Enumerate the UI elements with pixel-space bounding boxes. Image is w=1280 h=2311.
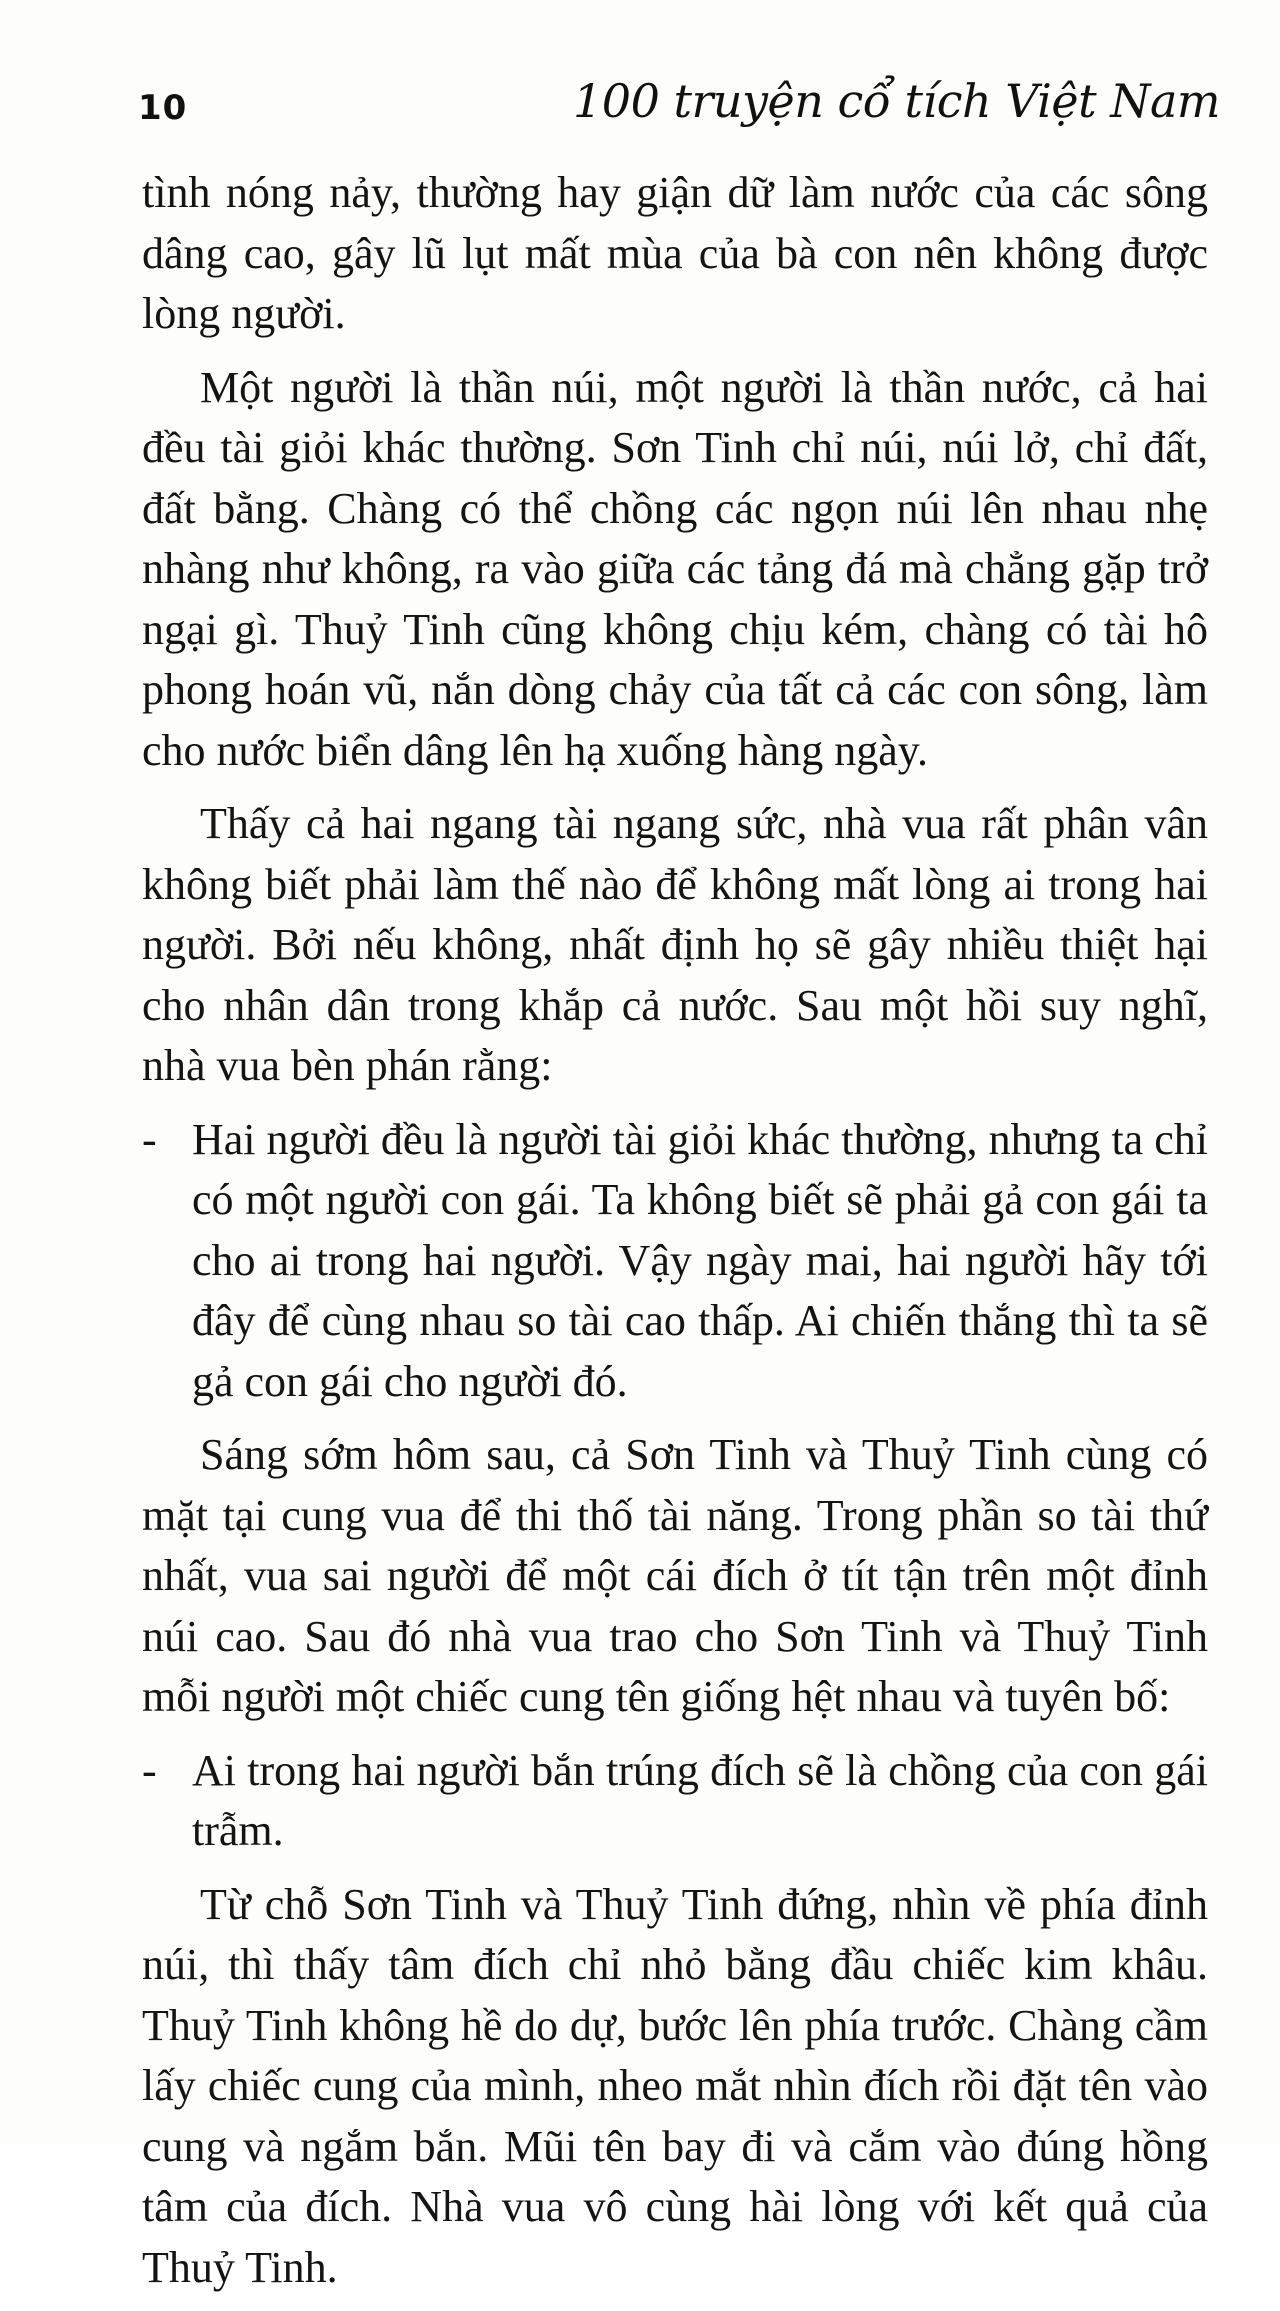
dialogue-paragraph: - Ai trong hai người bắn trúng đích sẽ là chồng của con gái trẫm. bbox=[142, 1741, 1208, 1862]
paragraph: Một người là thần núi, một người là thần nước, cả hai đều tài giỏi khác thường. Sơn Tinh chỉ núi, núi lở, chỉ đất, đất bằng. Chàng có thể chồng các ngọn núi lên nhau nhẹ nhàng như không, ra vào giữa các tảng đá mà chẳng gặp trở ngại gì. Thuỷ Tinh cũng không chịu kém, chàng có tài hô phong hoán vũ, nắn dòng chảy của tất cả các con sông, làm cho nước biển dâng lên hạ xuống hàng ngày. bbox=[142, 362, 1208, 775]
dialogue-dash: - bbox=[142, 1114, 157, 1164]
running-book-title: 100 truyện cổ tích Việt Nam bbox=[573, 74, 1220, 128]
paragraph: Từ chỗ Sơn Tinh và Thuỷ Tinh đứng, nhìn về phía đỉnh núi, thì thấy tâm đích chỉ nhỏ bằng đầu chiếc kim khâu. Thuỷ Tinh không hề do dự, bước lên phía trước. Chàng cầm lấy chiếc cung của mình, nheo mắt nhìn đích rồi đặt tên vào cung và ngắm bắn. Mũi tên bay đi và cắm vào đúng hồng tâm của đích. Nhà vua vô cùng hài lòng với kết quả của Thuỷ Tinh. bbox=[142, 1879, 1208, 2292]
paragraph-continuation: tình nóng nảy, thường hay giận dữ làm nước của các sông dâng cao, gây lũ lụt mất mùa của bà con nên không được lòng người. bbox=[142, 168, 1208, 338]
paragraph: Thấy cả hai ngang tài ngang sức, nhà vua rất phân vân không biết phải làm thế nào để không mất lòng ai trong hai người. Bởi nếu không, nhất định họ sẽ gây nhiều thiệt hại cho nhân dân trong khắp cả nước. Sau một hồi suy nghĩ, nhà vua bèn phán rằng: bbox=[142, 799, 1208, 1090]
dialogue-dash: - bbox=[142, 1745, 157, 1795]
paragraph: Sáng sớm hôm sau, cả Sơn Tinh và Thuỷ Tinh cùng có mặt tại cung vua để thi thố tài năng. Trong phần so tài thứ nhất, vua sai người để một cái đích ở tít tận trên một đỉnh núi cao. Sau đó nhà vua trao cho Sơn Tinh và Thuỷ Tinh mỗi người một chiếc cung tên giống hệt nhau và tuyên bố: bbox=[142, 1430, 1208, 1721]
page-header bbox=[138, 68, 1220, 138]
dialogue-paragraph: - Hai người đều là người tài giỏi khác thường, nhưng ta chỉ có một người con gái. Ta không biết sẽ phải gả con gái ta cho ai trong hai người. Vậy ngày mai, hai người hãy tới đây để cùng nhau so tài cao thấp. Ai chiến thắng thì ta sẽ gả con gái cho người đó. bbox=[142, 1110, 1208, 1413]
page-number: 10 bbox=[138, 88, 188, 128]
body-text bbox=[142, 163, 1208, 2311]
